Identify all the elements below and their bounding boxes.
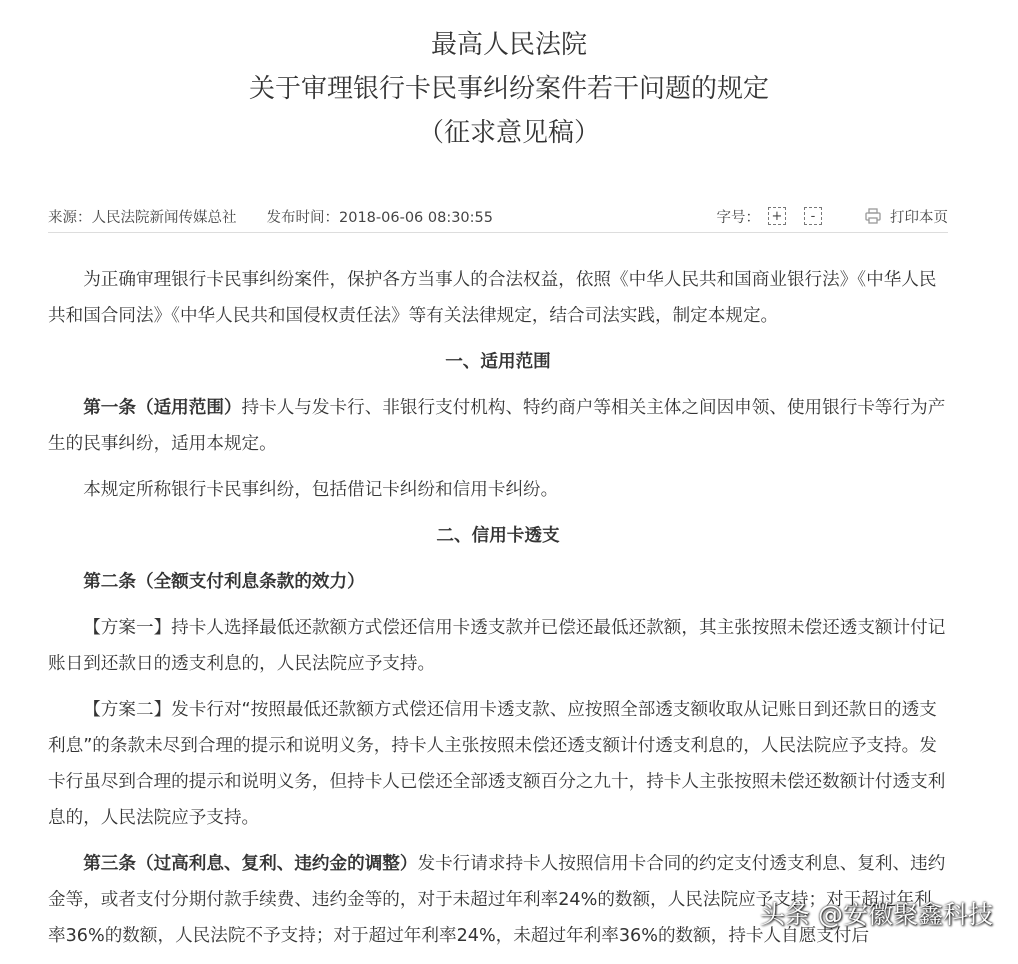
title-court: 最高人民法院 bbox=[430, 30, 587, 60]
article-title: 第二条（全额支付利息条款的效力） bbox=[83, 572, 365, 592]
source: 来源：人民法院新闻传媒总社 bbox=[48, 209, 237, 226]
printer-icon bbox=[864, 207, 882, 225]
article-title: 第三条（过高利息、复利、违约金的调整） bbox=[83, 854, 418, 874]
publish-time: 发布时间：2018-06-06 08:30:55 bbox=[266, 209, 493, 226]
intro-paragraph: 为正确审理银行卡民事纠纷案件，保护各方当事人的合法权益，依照《中华人民共和国商业银行法》《中华人民共和国合同法》《中华人民共和国侵权责任法》等有关法律规定，结合司法实践，制定本规定。 bbox=[48, 270, 937, 326]
plan-1: 【方案一】持卡人选择最低还款额方式偿还信用卡透支款并已偿还最低还款额，其主张按照未偿还透支额计付记账日到还款日的透支利息的，人民法院应予支持。 bbox=[48, 618, 946, 674]
article-1-p2: 本规定所称银行卡民事纠纷，包括借记卡纠纷和信用卡纠纷。 bbox=[83, 480, 559, 500]
plan-2: 【方案二】发卡行对“按照最低还款额方式偿还信用卡透支款、应按照全部透支额收取从记账日到还款日的透支利息”的条款未尽到合理的提示和说明义务，持卡人主张按照未偿还透支额计付透支利息的，人民法院应予支持。发卡行虽尽到合理的提示和说明义务，但持卡人已偿还全部透支额百分之九十，持卡人主张按照未偿还数额计付透支利息的，人民法院应予支持。 bbox=[48, 700, 946, 828]
article-2-title bbox=[48, 564, 948, 600]
title-main: 关于审理银行卡民事纠纷案件若干问题的规定 bbox=[248, 74, 769, 104]
print-label: 打印本页 bbox=[890, 209, 948, 226]
title-draft: （征求意见稿） bbox=[417, 118, 600, 148]
watermark: 头条 @安徽聚鑫科技 bbox=[760, 900, 993, 929]
article-title: 第一条（适用范围） bbox=[83, 398, 242, 418]
font-increase-button[interactable]: + bbox=[768, 207, 786, 225]
print-button[interactable] bbox=[864, 206, 948, 227]
section-heading: 二、信用卡透支 bbox=[436, 526, 560, 546]
article-text: 发卡行请求持卡人按照信用卡合同的约定支付透支利息、复利、违约金等，或者支付分期付款手续费、违约金等的，对于未超过年利率24%的数额，人民法院应予支持；对于超过年利率36%的数额，人民法院不予支持；对于超过年利率24%，未超过年利率36%的数额，持卡人自愿支付后 bbox=[48, 854, 946, 946]
divider bbox=[48, 232, 948, 233]
document-title bbox=[0, 23, 1018, 155]
font-size-label: 字号： bbox=[716, 209, 760, 226]
section-heading: 一、适用范围 bbox=[445, 352, 551, 372]
meta-bar bbox=[48, 201, 948, 231]
article-body bbox=[48, 262, 948, 964]
article-1 bbox=[48, 390, 948, 462]
article-text: 持卡人与发卡行、非银行支付机构、特约商户等相关主体之间因申领、使用银行卡等行为产生的民事纠纷，适用本规定。 bbox=[48, 398, 946, 454]
font-decrease-button[interactable]: - bbox=[804, 207, 822, 225]
